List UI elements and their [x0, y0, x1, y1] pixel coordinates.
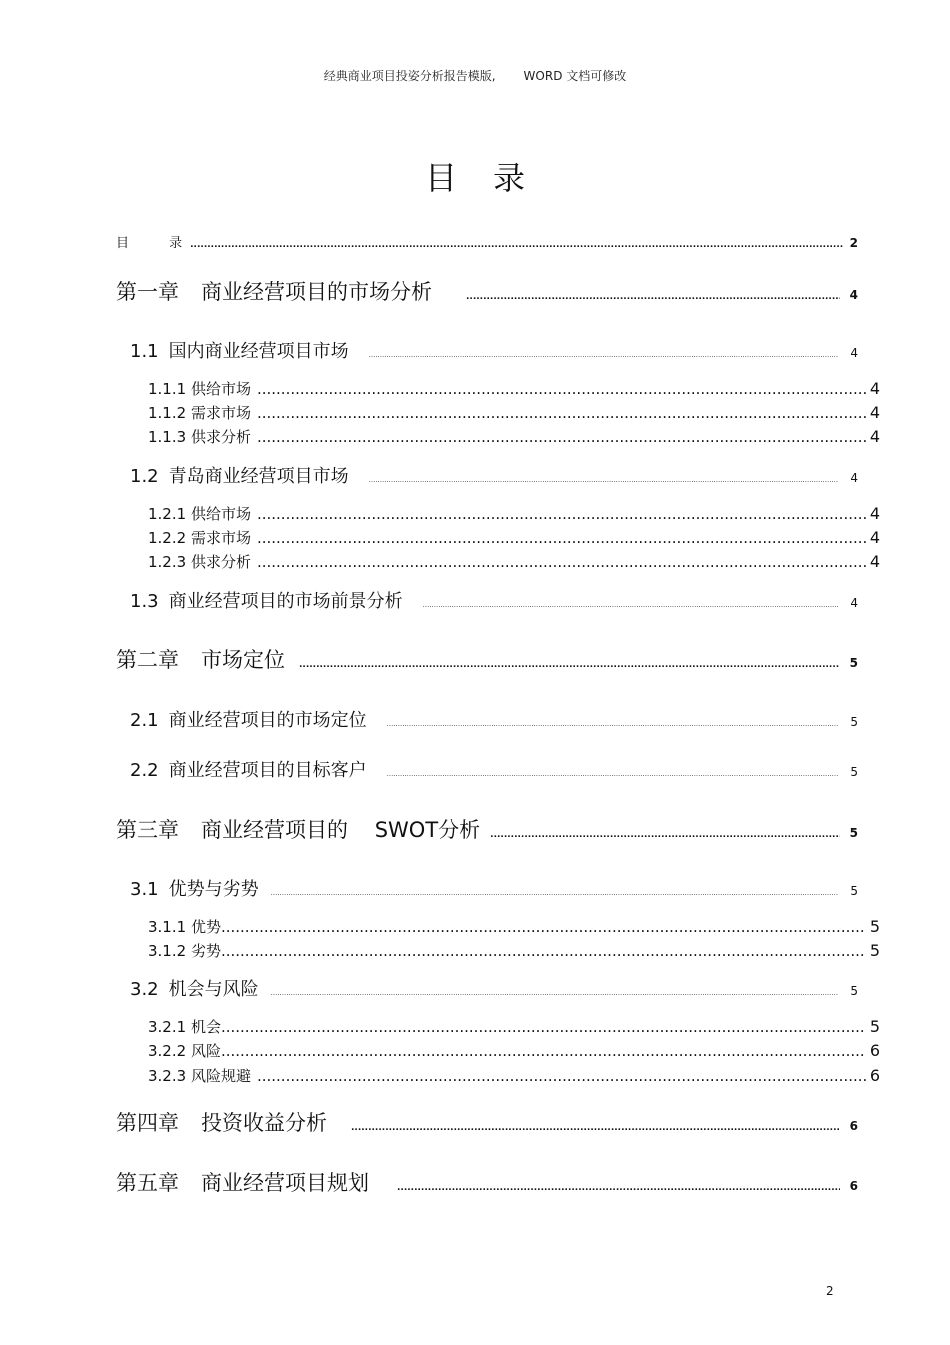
toc-leader [190, 240, 844, 250]
toc-label: 供求分析 [190, 428, 251, 446]
toc-leader [257, 553, 866, 571]
toc-leader [423, 601, 839, 609]
toc-leader [387, 720, 839, 728]
toc-page: 6 [869, 1066, 880, 1085]
toc-subsection[interactable] [148, 378, 880, 399]
toc-subsection[interactable] [148, 1040, 880, 1061]
toc-leader [369, 351, 839, 359]
toc-label: 供给市场 [190, 380, 251, 398]
toc-subsection[interactable] [148, 527, 880, 548]
toc-leader [271, 889, 839, 897]
toc-chapter-number: 第三章 [116, 818, 179, 842]
toc-leader [490, 830, 839, 840]
toc-subsection-number: 1.2.1 [148, 505, 187, 523]
toc-subsection-number: 1.2.2 [148, 529, 187, 547]
toc-label: 供求分析 [190, 553, 251, 571]
toc-leader [397, 1183, 840, 1193]
toc-leader [369, 476, 839, 484]
toc-page: 5 [869, 1017, 880, 1036]
toc-page: 2 [849, 236, 858, 250]
toc-subsection[interactable] [148, 916, 880, 937]
toc-subsection-number: 3.2.1 [148, 1018, 187, 1036]
toc-section[interactable] [130, 337, 858, 363]
toc-label: 供给市场 [190, 505, 251, 523]
toc-subsection-number: 1.1.3 [148, 428, 187, 446]
toc-leader [257, 505, 866, 523]
toc-label: 商业经营项目规划 [201, 1171, 369, 1195]
toc-label: 商业经营项目的 SWOT分析 [201, 818, 481, 842]
toc-subsection[interactable] [148, 402, 880, 423]
toc-chapter[interactable] [116, 814, 858, 844]
toc-subsection[interactable] [148, 1065, 880, 1086]
toc-leader [257, 404, 866, 422]
toc-leader [221, 942, 866, 960]
toc-page: 4 [850, 596, 858, 610]
toc-label: 目 录 [116, 236, 201, 251]
toc-section-number: 1.2 [130, 466, 159, 487]
toc-chapter[interactable] [116, 644, 858, 674]
toc-chapter-number: 第一章 [116, 280, 179, 304]
toc-chapter[interactable] [116, 1107, 858, 1137]
toc-section[interactable] [130, 706, 858, 732]
toc-entry[interactable] [116, 232, 858, 251]
toc-subsection-number: 3.1.2 [148, 942, 187, 960]
toc-label: 机会与风险 [168, 979, 259, 1000]
toc-leader [221, 1042, 866, 1060]
toc-page: 4 [869, 528, 880, 547]
toc-subsection[interactable] [148, 503, 880, 524]
toc-page: 4 [850, 346, 858, 360]
toc-page: 4 [869, 379, 880, 398]
toc-chapter[interactable] [116, 1167, 858, 1197]
toc-label: 机会 [190, 1018, 221, 1036]
toc-subsection[interactable] [148, 551, 880, 572]
toc-label: 国内商业经营项目市场 [168, 341, 349, 362]
toc-section[interactable] [130, 875, 858, 901]
toc-leader [299, 660, 840, 670]
toc-subsection-number: 1.1.1 [148, 380, 187, 398]
toc-leader [466, 292, 840, 302]
toc-label: 风险规避 [190, 1067, 251, 1085]
toc-label: 商业经营项目的市场定位 [168, 710, 367, 731]
toc-page: 5 [850, 765, 858, 779]
toc-page: 5 [869, 941, 880, 960]
toc-chapter[interactable] [116, 276, 858, 306]
toc-leader [221, 918, 866, 936]
toc-chapter-number: 第五章 [116, 1171, 179, 1195]
toc-page: 4 [869, 552, 880, 571]
toc-page: 5 [850, 884, 858, 898]
toc-section[interactable] [130, 587, 858, 613]
toc-page: 4 [849, 288, 858, 302]
toc-leader [221, 1018, 866, 1036]
toc-page: 5 [850, 984, 858, 998]
toc-label: 青岛商业经营项目市场 [168, 466, 349, 487]
toc-label: 需求市场 [190, 404, 251, 422]
toc-section-number: 3.1 [130, 879, 159, 900]
toc-leader [257, 529, 866, 547]
toc-page: 6 [849, 1119, 858, 1133]
toc-subsection[interactable] [148, 426, 880, 447]
toc-subsection-number: 3.2.2 [148, 1042, 187, 1060]
toc-page: 4 [850, 471, 858, 485]
toc-subsection[interactable] [148, 940, 880, 961]
toc-page: 5 [869, 917, 880, 936]
toc-chapter-number: 第四章 [116, 1111, 179, 1135]
header-left-text: 经典商业项目投姿分析报告模版, [323, 69, 496, 83]
toc-subsection-number: 1.1.2 [148, 404, 187, 422]
toc-page: 4 [869, 427, 880, 446]
toc-leader [257, 428, 866, 446]
toc-leader [387, 770, 839, 778]
toc-subsection-number: 1.2.3 [148, 553, 187, 571]
toc-label: 商业经营项目的市场前景分析 [168, 591, 403, 612]
toc-leader [257, 380, 866, 398]
toc-section-number: 2.2 [130, 760, 159, 781]
toc-page: 4 [869, 504, 880, 523]
toc-page: 5 [849, 826, 858, 840]
toc-leader [351, 1123, 840, 1133]
toc-label: 优势 [190, 918, 221, 936]
toc-leader [257, 1067, 866, 1085]
toc-section-number: 1.1 [130, 341, 159, 362]
toc-label: 优势与劣势 [168, 879, 259, 900]
toc-section-number: 3.2 [130, 979, 159, 1000]
toc-page: 6 [849, 1179, 858, 1193]
toc-page: 5 [849, 656, 858, 670]
toc-page: 5 [850, 715, 858, 729]
toc-label: 商业经营项目的市场分析 [201, 280, 432, 304]
toc-label: 风险 [190, 1042, 221, 1060]
toc-section-number: 1.3 [130, 591, 159, 612]
page-title: 目录 [424, 159, 561, 197]
toc-label: 市场定位 [201, 648, 285, 672]
toc-page: 4 [869, 403, 880, 422]
toc-section[interactable] [130, 975, 858, 1001]
page-number: 2 [826, 1284, 834, 1298]
toc-subsection-number: 3.1.1 [148, 918, 187, 936]
toc-label: 投资收益分析 [201, 1111, 327, 1135]
toc-leader [271, 989, 839, 997]
toc-subsection[interactable] [148, 1016, 880, 1037]
toc-page: 6 [869, 1041, 880, 1060]
toc-chapter-number: 第二章 [116, 648, 179, 672]
toc-subsection-number: 3.2.3 [148, 1067, 187, 1085]
toc-section[interactable] [130, 462, 858, 488]
toc-label: 劣势 [190, 942, 221, 960]
toc-label: 商业经营项目的目标客户 [168, 760, 367, 781]
page-header [0, 67, 950, 84]
header-right-text: WORD 文档可修改 [523, 69, 627, 83]
toc-label: 需求市场 [190, 529, 251, 547]
toc-section-number: 2.1 [130, 710, 159, 731]
toc-section[interactable] [130, 756, 858, 782]
